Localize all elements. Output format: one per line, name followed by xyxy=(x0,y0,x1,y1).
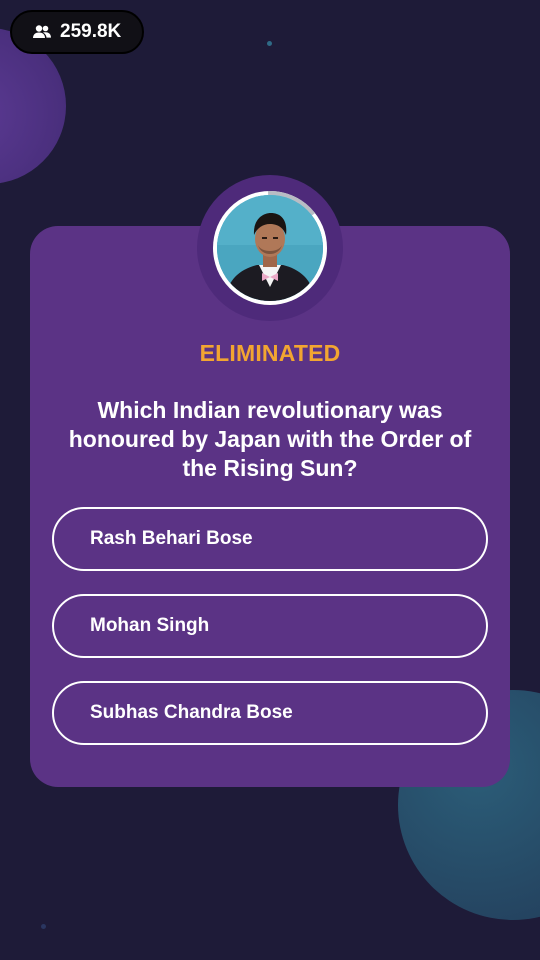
people-icon xyxy=(32,24,52,40)
answer-option-label: Rash Behari Bose xyxy=(90,528,253,549)
status-label: ELIMINATED xyxy=(199,340,341,366)
question-text: Which Indian revolutionary was honoured by Japan with the Order of the Rising Sun? xyxy=(68,397,472,481)
answer-option-1[interactable] xyxy=(52,507,488,571)
answer-option-2[interactable] xyxy=(52,594,488,658)
background-dot xyxy=(267,41,272,46)
background-dot xyxy=(41,924,46,929)
viewer-count: 259.8K xyxy=(60,21,122,42)
answer-option-label: Mohan Singh xyxy=(90,615,210,636)
answer-option-label: Subhas Chandra Bose xyxy=(90,702,293,723)
answer-option-3[interactable] xyxy=(52,681,488,745)
host-avatar xyxy=(217,195,323,301)
viewer-count-badge xyxy=(10,10,144,54)
